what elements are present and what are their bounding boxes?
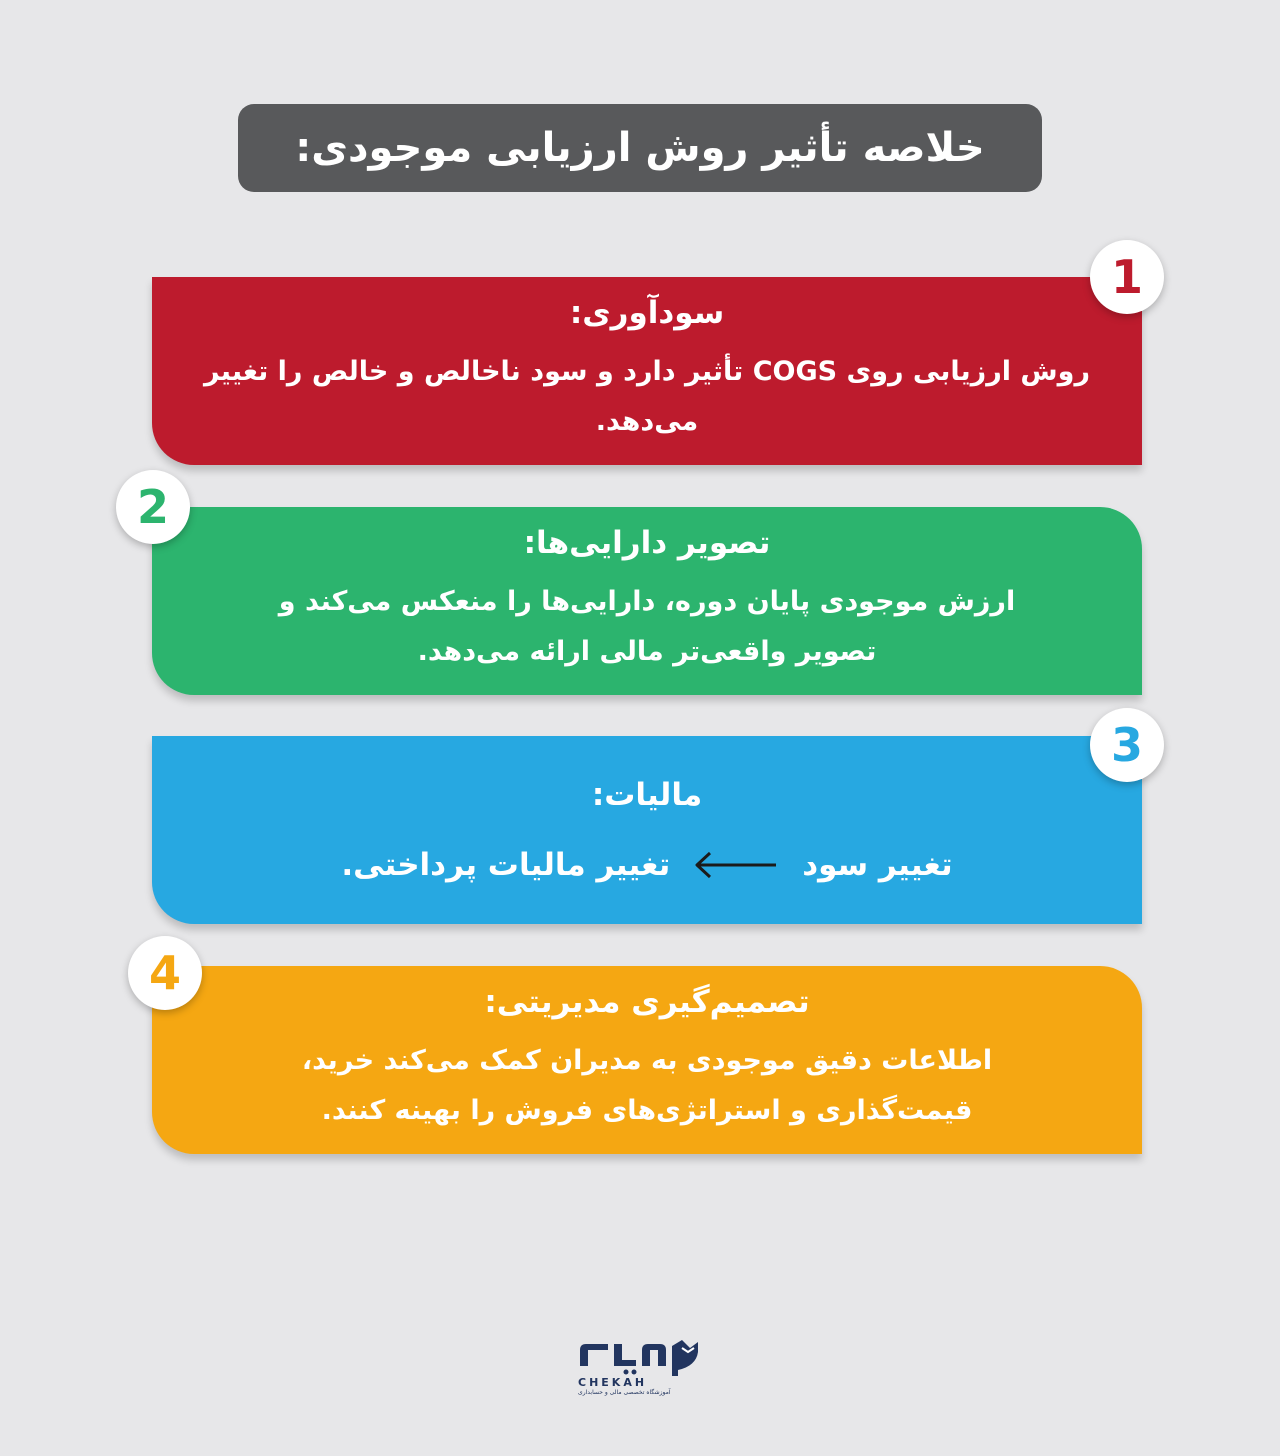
number-badge-3: 3 xyxy=(1090,708,1164,782)
card-body-line: قیمت‌گذاری و استراتژی‌های فروش را بهینه کنند. xyxy=(321,1095,973,1126)
arrow-left-icon xyxy=(694,850,778,880)
card-body xyxy=(279,577,1015,677)
card-title: سودآوری: xyxy=(569,295,725,331)
card-asset-picture xyxy=(152,507,1142,695)
logo-subtitle: آموزشگاه تخصصی مالی و حسابداری xyxy=(578,1389,671,1396)
logo-latin-text: CHEKAH xyxy=(578,1376,648,1389)
card-taxes xyxy=(152,736,1142,924)
card-profitability xyxy=(152,277,1142,465)
card-body-line: ارزش موجودی پایان دوره، دارایی‌ها را منعکس می‌کند و xyxy=(278,586,1016,617)
number-badge-4: 4 xyxy=(128,936,202,1010)
card-management-decision xyxy=(152,966,1142,1154)
page-title: خلاصه تأثیر روش ارزیابی موجودی: xyxy=(295,125,985,171)
card-body-line: اطلاعات دقیق موجودی به مدیران کمک می‌کند خرید، xyxy=(301,1045,993,1076)
chekah-logo xyxy=(578,1336,702,1396)
flow-to-text: تغییر مالیات پرداختی. xyxy=(341,847,671,883)
number-badge-2: 2 xyxy=(116,470,190,544)
card-title: مالیات: xyxy=(591,777,703,813)
card-body-line: روش ارزیابی روی COGS تأثیر دارد و سود ناخالص و خالص را تغییر می‌دهد. xyxy=(204,356,1090,437)
card-title: تصمیم‌گیری مدیریتی: xyxy=(484,984,810,1020)
card-body xyxy=(302,1036,992,1136)
chekah-logo-icon xyxy=(578,1336,702,1378)
title-banner xyxy=(238,104,1042,192)
flow-from-text: تغییر سود xyxy=(802,847,953,883)
number-badge-1: 1 xyxy=(1090,240,1164,314)
card-body-line: تصویر واقعی‌تر مالی ارائه می‌دهد. xyxy=(417,636,877,667)
card-body xyxy=(152,347,1142,447)
card-title: تصویر دارایی‌ها: xyxy=(523,525,771,561)
flow-row xyxy=(341,847,952,883)
